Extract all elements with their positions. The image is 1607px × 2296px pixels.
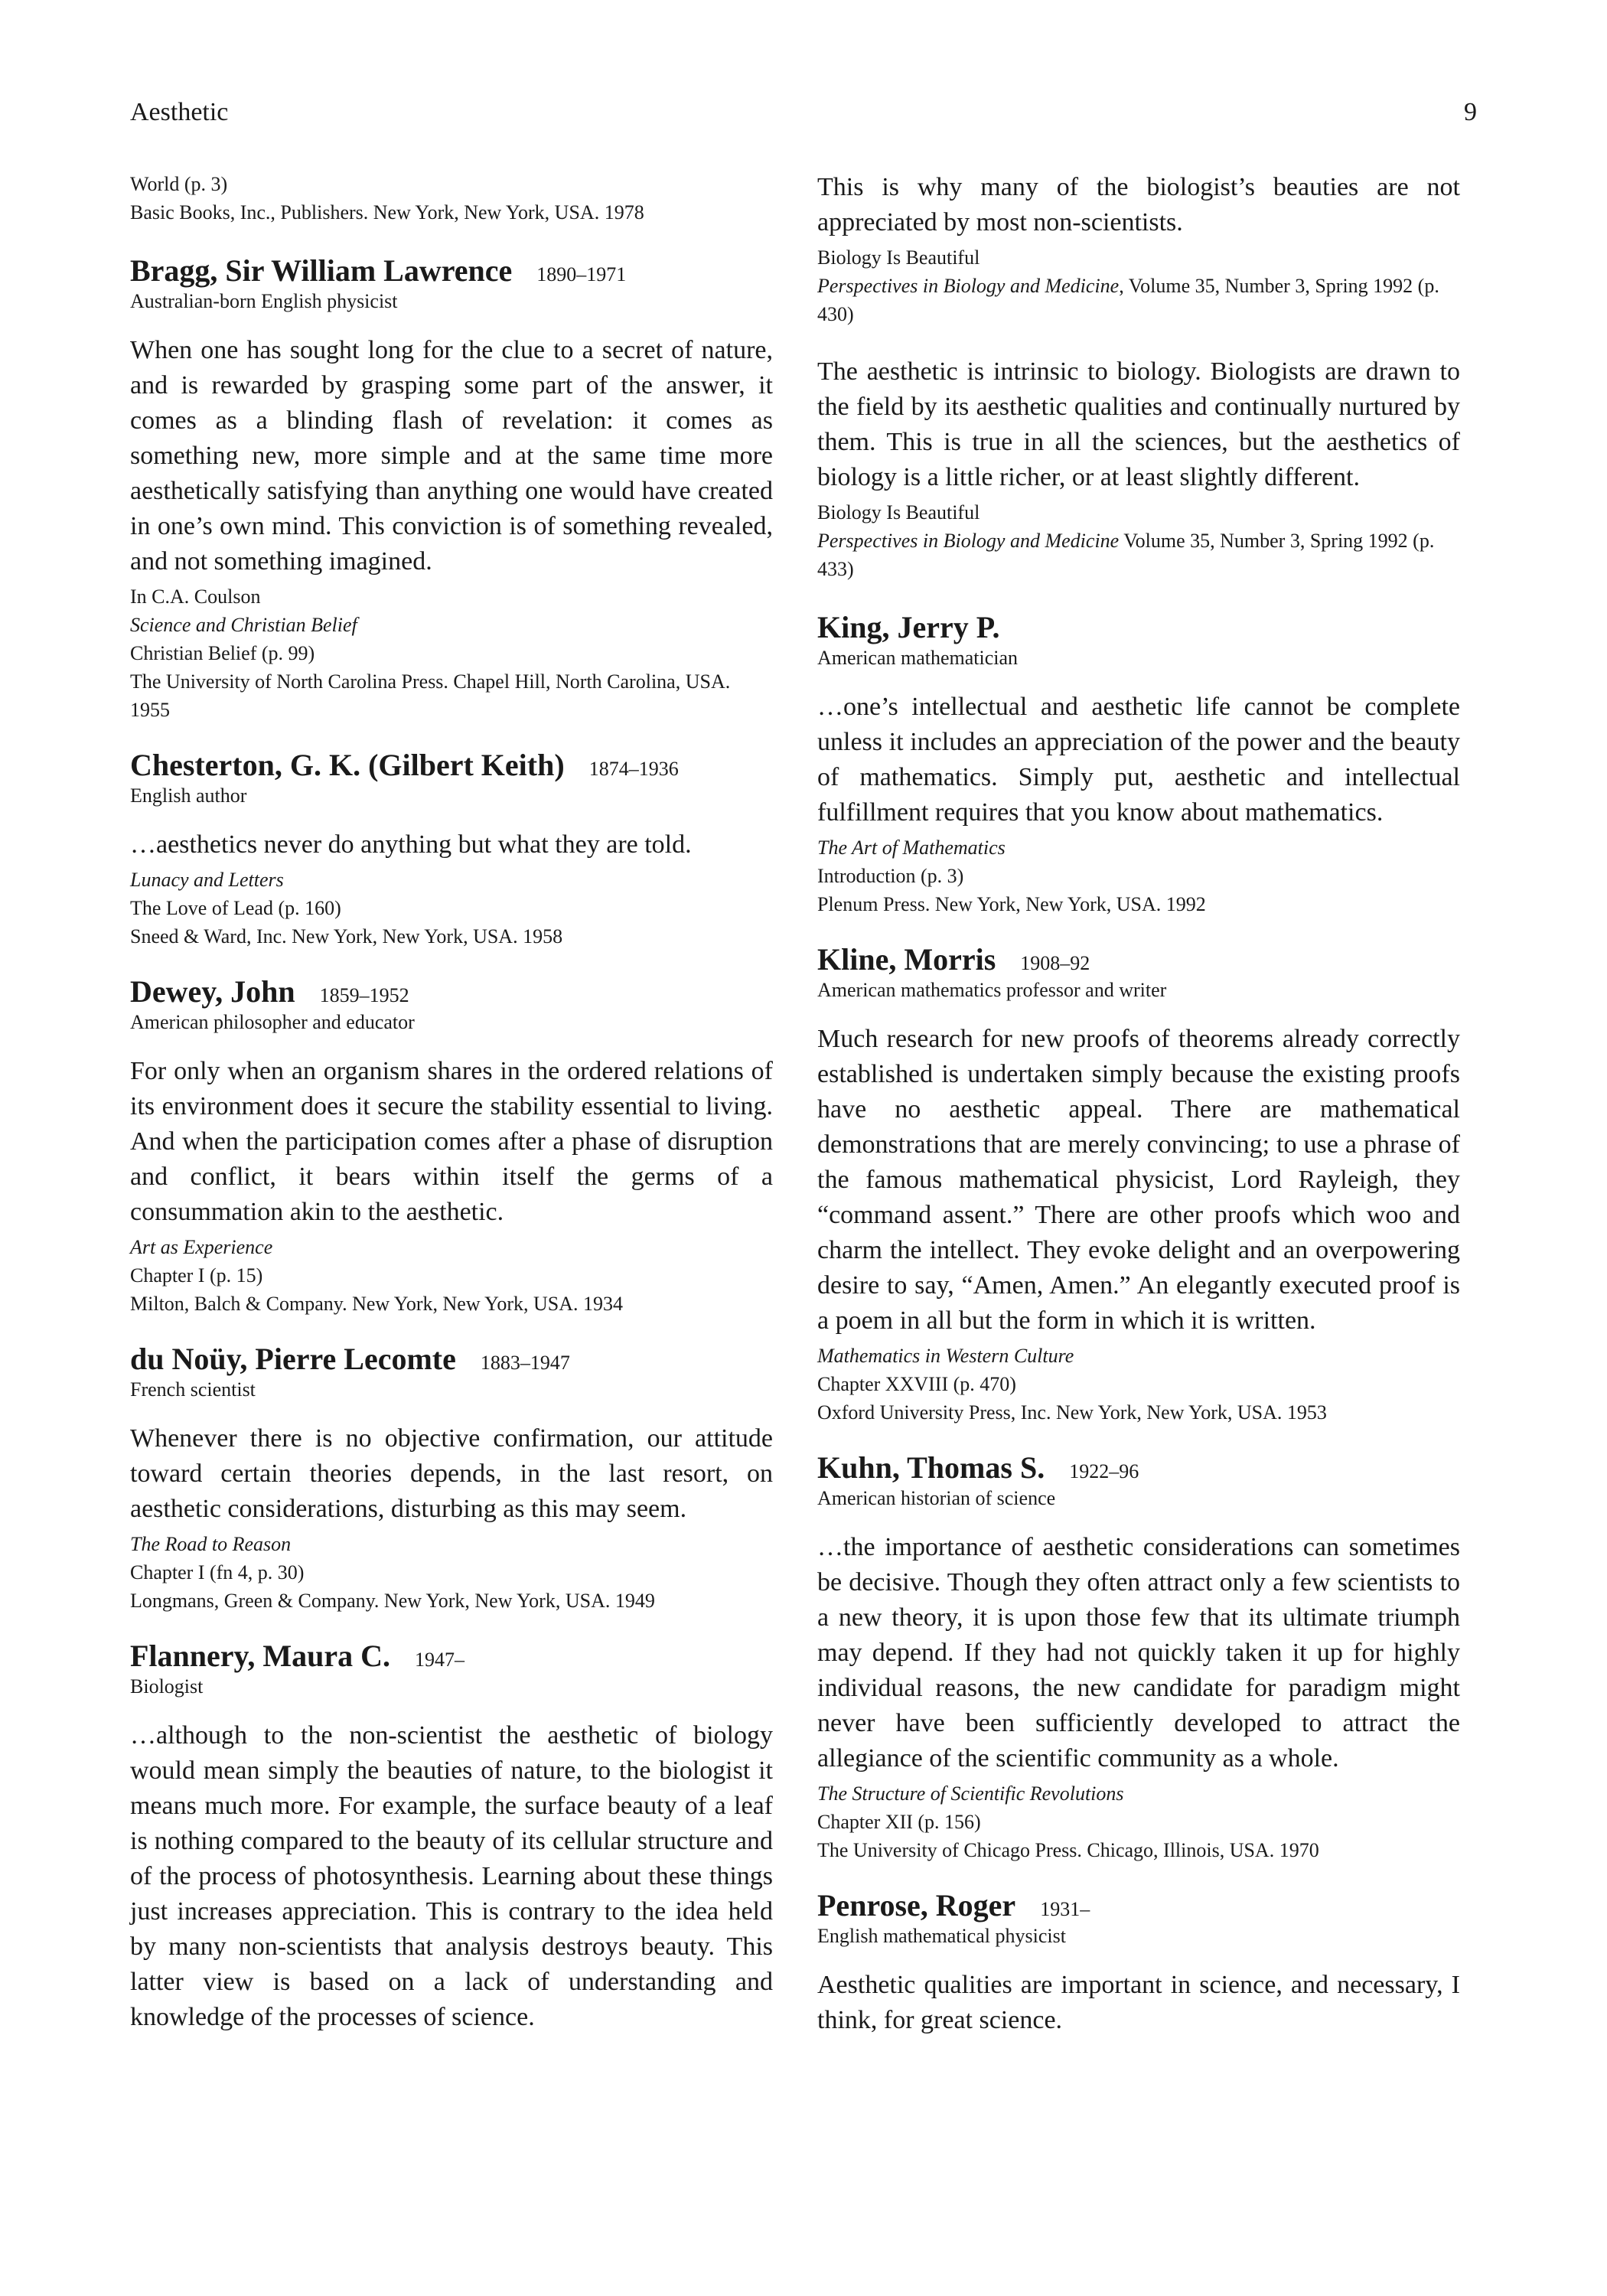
author-name: Penrose, Roger xyxy=(817,1888,1016,1923)
citation-line: Biology Is Beautiful xyxy=(817,501,980,523)
author-line xyxy=(130,974,773,1009)
quote-text: Whenever there is no objective confirmation, our attitude toward certain theories depends, in the last resort, on aesthetic considerations, disturbing as this may seem. xyxy=(130,1424,773,1523)
entry-flannery xyxy=(130,1638,773,2035)
continued-citation xyxy=(130,170,773,227)
entry-du-nouy xyxy=(130,1341,773,1615)
author-line xyxy=(130,747,773,783)
entry-header xyxy=(130,747,773,807)
author-line xyxy=(817,609,1460,645)
citation-title: Mathematics in Western Culture xyxy=(817,1345,1074,1367)
citation xyxy=(817,498,1460,583)
quote-text: …one’s intellectual and aesthetic life cannot be complete unless it includes an appreciation of the power and the beauty of mathematics. Simply put, aesthetic and intellectual fulfillment requires that you know about mathematics. xyxy=(817,693,1460,827)
quote-text: When one has sought long for the clue to a secret of nature, and is rewarded by grasping some part of the answer, it comes as a blinding flash of revelation: it comes as something new, more simple and at the same time more aesthetically satisfying than anything one would have created in one’s own mind. This conviction is of something revealed, and not something imagined. xyxy=(130,336,773,576)
citation-title: The Structure of Scientific Revolutions xyxy=(817,1782,1124,1805)
entry-kuhn xyxy=(817,1450,1460,1864)
quote-text: The aesthetic is intrinsic to biology. Biologists are drawn to the field by its aesthetic qualities and continually nurtured by them. This is true in all the sciences, but the aesthetics of biology is a little richer, or at least slightly different. xyxy=(817,357,1460,491)
quote-text: …the importance of aesthetic considerations can sometimes be decisive. Though they often attract only a few scientists to a new theory, it is upon those few that its ultimate triumph may depend. If they had not quickly taken it up for highly individual reasons, the new candidate for paradigm might never have been sufficiently developed to attract the allegiance of the scientific community as a whole. xyxy=(817,1533,1460,1773)
author-dates: 1890–1971 xyxy=(536,263,627,285)
citation-line: The University of North Carolina Press. Chapel Hill, North Carolina, USA. 1955 xyxy=(130,670,731,721)
citation-line: Chapter XXVIII (p. 470) xyxy=(817,1373,1016,1395)
quote-text: …although to the non-scientist the aesthetic of biology would mean simply the beauties of nature, to the biologist it means much more. For example, the surface beauty of a leaf is nothing compared to the beauty of its cellular structure and of the process of photosynthesis. Learning about these things just increases appreciation. This is contrary to the idea held by many non-scientists that analysis destroys beauty. This latter view is based on a lack of understanding and knowledge of the processes of science. xyxy=(130,1721,773,2031)
author-line xyxy=(817,941,1460,977)
citation-line: Chapter I (p. 15) xyxy=(130,1264,263,1287)
citation-title: The Road to Reason xyxy=(130,1533,292,1555)
running-head xyxy=(130,98,1477,127)
citation-detail: , Volume 35, Number 3, Spring 1992 (p. 430) xyxy=(817,275,1439,325)
author-line xyxy=(130,253,773,289)
author-name: Chesterton, G. K. (Gilbert Keith) xyxy=(130,748,565,782)
author-line xyxy=(130,1341,773,1377)
quote-text: This is why many of the biologist’s beauties are not appreciated by most non-scientists. xyxy=(817,173,1460,236)
citation-line xyxy=(817,527,1460,583)
author-dates: 1859–1952 xyxy=(319,984,409,1006)
flannery-continued-quote xyxy=(817,354,1460,583)
entry-king xyxy=(817,609,1460,918)
author-description: American historian of science xyxy=(817,1487,1056,1509)
citation-line: In C.A. Coulson xyxy=(130,585,261,608)
author-description: French scientist xyxy=(130,1378,256,1401)
author-description: English mathematical physicist xyxy=(817,1925,1066,1947)
entry-dewey xyxy=(130,974,773,1318)
citation-line: Oxford University Press, Inc. New York, New York, USA. 1953 xyxy=(817,1401,1327,1424)
citation xyxy=(817,243,1460,328)
entry-header xyxy=(130,1638,773,1698)
citation xyxy=(130,1233,773,1318)
citation xyxy=(130,866,773,951)
citation-title: Perspectives in Biology and Medicine xyxy=(817,275,1120,297)
citation-line: Sneed & Ward, Inc. New York, New York, USA. 1958 xyxy=(130,925,563,947)
citation-title: Perspectives in Biology and Medicine xyxy=(817,530,1120,552)
citation-line: The Love of Lead (p. 160) xyxy=(130,897,341,919)
author-description: Australian-born English physicist xyxy=(130,290,398,312)
citation-line: Biology Is Beautiful xyxy=(817,246,980,269)
author-dates: 1908–92 xyxy=(1020,952,1090,974)
author-dates: 1922–96 xyxy=(1069,1460,1139,1482)
author-name: Bragg, Sir William Lawrence xyxy=(130,253,513,288)
citation xyxy=(817,833,1460,918)
entry-header xyxy=(817,941,1460,1002)
citation-line: Chapter I (fn 4, p. 30) xyxy=(130,1561,305,1583)
citation-line: Plenum Press. New York, New York, USA. 1992 xyxy=(817,893,1206,915)
right-column xyxy=(817,170,1460,2061)
author-line xyxy=(817,1887,1460,1923)
author-name: Kline, Morris xyxy=(817,942,996,977)
entry-header xyxy=(130,1341,773,1401)
citation-line: Basic Books, Inc., Publishers. New York, New York, USA. 1978 xyxy=(130,201,644,223)
entry-header xyxy=(130,974,773,1034)
author-name: du Noüy, Pierre Lecomte xyxy=(130,1342,456,1376)
entry-bragg xyxy=(130,253,773,724)
entry-header xyxy=(817,609,1460,670)
entry-header xyxy=(130,253,773,313)
entry-header xyxy=(817,1887,1460,1948)
author-description: English author xyxy=(130,784,247,807)
citation-title: Science and Christian Belief xyxy=(130,614,357,636)
citation-line: Christian Belief (p. 99) xyxy=(130,642,315,664)
citation xyxy=(130,1530,773,1615)
author-name: King, Jerry P. xyxy=(817,610,1000,644)
citation-detail: Volume 35, Number 3, Spring 1992 (p. 433) xyxy=(817,530,1435,580)
citation-line: The University of Chicago Press. Chicago, Illinois, USA. 1970 xyxy=(817,1839,1319,1861)
author-dates: 1947– xyxy=(414,1649,464,1671)
entry-kline xyxy=(817,941,1460,1427)
author-description: American mathematician xyxy=(817,647,1019,669)
citation-line: Chapter XII (p. 156) xyxy=(817,1811,981,1833)
entry-header xyxy=(817,1450,1460,1510)
author-line xyxy=(130,1638,773,1674)
author-description: American philosopher and educator xyxy=(130,1011,415,1033)
citation-title: Lunacy and Letters xyxy=(130,869,284,891)
citation-line: Milton, Balch & Company. New York, New York, USA. 1934 xyxy=(130,1293,624,1315)
quote-text: For only when an organism shares in the ordered relations of its environment does it secure the stability essential to living. And when the participation comes after a phase of disruption and conflict, it bears within itself the germs of a consummation akin to the aesthetic. xyxy=(130,1057,773,1226)
author-dates: 1931– xyxy=(1040,1898,1090,1920)
entry-chesterton xyxy=(130,747,773,951)
citation-title: The Art of Mathematics xyxy=(817,837,1006,859)
citation-title: Art as Experience xyxy=(130,1236,273,1258)
citation-line: Introduction (p. 3) xyxy=(817,865,964,887)
entry-penrose xyxy=(817,1887,1460,2038)
left-column xyxy=(130,170,773,2058)
citation xyxy=(817,1342,1460,1427)
quote-text: Much research for new proofs of theorems already correctly established is undertaken simply because the existing proofs have no aesthetic appeal. There are mathematical demonstrations that are merely convincing; to use a phrase of the famous mathematical physicist, Lord Rayleigh, they “command assent.” There are other proofs which woo and charm the intellect. They evoke delight and an overpowering desire to say, “Amen, Amen.” An elegantly executed proof is a poem in all but the form in which it is written. xyxy=(817,1025,1460,1335)
running-head-title: Aesthetic xyxy=(130,98,229,126)
citation-line: World (p. 3) xyxy=(130,173,228,195)
page-number: 9 xyxy=(1464,98,1477,126)
citation xyxy=(817,1779,1460,1864)
author-name: Dewey, John xyxy=(130,974,295,1009)
author-dates: 1874–1936 xyxy=(588,758,679,780)
citation xyxy=(130,582,773,724)
author-name: Kuhn, Thomas S. xyxy=(817,1450,1045,1485)
author-description: American mathematics professor and writer xyxy=(817,979,1167,1001)
author-name: Flannery, Maura C. xyxy=(130,1639,390,1673)
quote-text: …aesthetics never do anything but what they are told. xyxy=(130,830,692,859)
quote-text: Aesthetic qualities are important in science, and necessary, I think, for great science. xyxy=(817,1971,1460,2034)
flannery-continued-quote xyxy=(817,170,1460,328)
citation-line: Longmans, Green & Company. New York, New York, USA. 1949 xyxy=(130,1590,655,1612)
citation-line xyxy=(817,272,1460,328)
author-description: Biologist xyxy=(130,1675,204,1698)
author-dates: 1883–1947 xyxy=(480,1352,570,1374)
author-line xyxy=(817,1450,1460,1486)
